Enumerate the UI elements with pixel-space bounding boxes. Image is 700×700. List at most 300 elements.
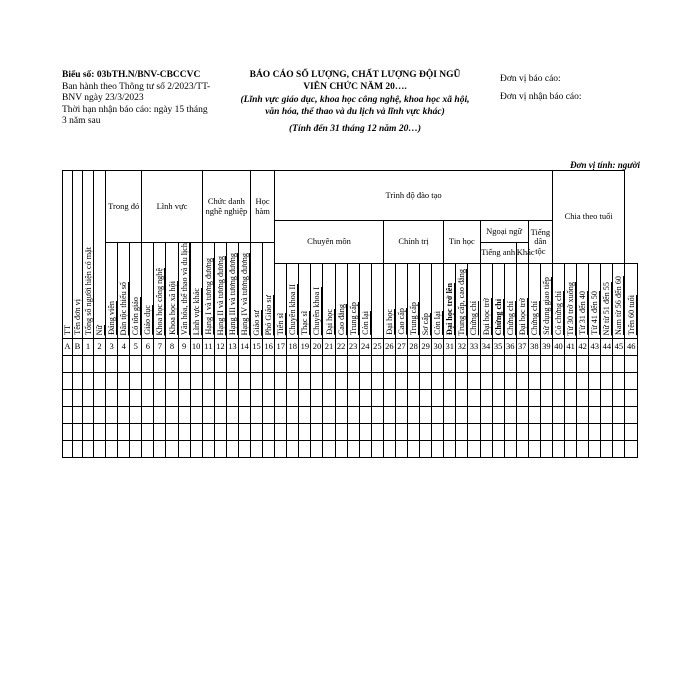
col-tien-si: Tiến sĩ [275, 264, 287, 338]
table-cell [589, 440, 601, 457]
table-cell [166, 355, 178, 372]
table-cell [492, 440, 504, 457]
table-cell [456, 423, 468, 440]
issued-by: Ban hành theo Thông tư số 2/2023/TT-BNV ngày 23/3/2023 [62, 81, 211, 103]
table-cell [94, 406, 106, 423]
group-tieng-anh: Tiếng anh [480, 243, 516, 264]
table-cell [214, 389, 226, 406]
col-ct-con-lai: Còn lại [432, 264, 444, 338]
table-cell [299, 440, 311, 457]
col-ct-cao-cap: Cao cấp [395, 264, 407, 338]
table-cell [468, 406, 480, 423]
table-cell [395, 440, 407, 457]
table-cell [263, 423, 275, 440]
group-linh-vuc: Lĩnh vực [142, 171, 202, 243]
table-cell [480, 423, 492, 440]
column-number-cell: 32 [456, 338, 468, 355]
table-cell [238, 406, 250, 423]
column-number-cell: 34 [480, 338, 492, 355]
table-cell [142, 389, 154, 406]
col-th-dh: Đại học trở lên [444, 264, 456, 338]
table-cell [625, 406, 638, 423]
column-number-cell: 17 [275, 338, 287, 355]
column-number-cell: 6 [142, 338, 154, 355]
table-cell [118, 423, 130, 440]
table-cell [468, 389, 480, 406]
table-cell [73, 355, 83, 372]
col-cao-dang: Cao đẳng [335, 264, 347, 338]
column-number-cell: 14 [238, 338, 250, 355]
table-cell [359, 423, 371, 440]
table-cell [142, 440, 154, 457]
table-cell [383, 389, 395, 406]
column-number-cell: 19 [299, 338, 311, 355]
table-cell [359, 355, 371, 372]
column-number-cell: 42 [577, 338, 589, 355]
table-cell [214, 406, 226, 423]
col-ck2: Chuyên khoa II [287, 264, 299, 338]
table-cell [480, 440, 492, 457]
reporting-unit: Đơn vị báo cáo: [500, 74, 561, 84]
column-number-cell: 21 [323, 338, 335, 355]
table-cell [359, 406, 371, 423]
column-number-cell: 7 [154, 338, 166, 355]
table-cell [202, 423, 214, 440]
table-cell [287, 372, 299, 389]
col-pho-giao-su: Phó Giáo sư [263, 243, 275, 339]
table-cell [323, 423, 335, 440]
table-cell [528, 372, 540, 389]
table-cell [504, 389, 516, 406]
column-number-cell: 40 [552, 338, 564, 355]
table-cell [371, 389, 383, 406]
table-cell [323, 372, 335, 389]
table-cell [299, 423, 311, 440]
table-cell [516, 355, 528, 372]
table-cell [118, 372, 130, 389]
table-cell [94, 355, 106, 372]
col-lv-khac: Lĩnh vực khác [190, 243, 202, 339]
table-cell [83, 406, 94, 423]
header-left [62, 70, 212, 128]
col-th-tc: Trung cấp, cao đẳng [456, 264, 468, 338]
table-cell [565, 440, 577, 457]
table-cell [565, 389, 577, 406]
column-number-cell: 30 [432, 338, 444, 355]
table-cell [528, 423, 540, 440]
table-cell [516, 423, 528, 440]
table-cell [347, 406, 359, 423]
table-cell [142, 406, 154, 423]
table-cell [63, 372, 73, 389]
col-ct-dai-hoc: Đại học [383, 264, 395, 338]
table-cell [166, 406, 178, 423]
table-cell [432, 423, 444, 440]
table-cell [83, 355, 94, 372]
table-cell [359, 372, 371, 389]
header-center [238, 70, 472, 136]
table-cell [63, 423, 73, 440]
col-dan-toc: Dân tộc thiểu số [118, 243, 130, 339]
col-dai-hoc: Đại học [323, 264, 335, 338]
table-cell [456, 355, 468, 372]
column-number-cell: 35 [492, 338, 504, 355]
table-cell [154, 440, 166, 457]
table-cell [94, 389, 106, 406]
column-number-cell: 8 [166, 338, 178, 355]
table-cell [540, 389, 552, 406]
table-cell [166, 440, 178, 457]
table-cell [577, 355, 589, 372]
table-cell [408, 355, 420, 372]
table-cell [589, 406, 601, 423]
statistics-table [62, 170, 638, 458]
table-cell [238, 372, 250, 389]
table-cell [214, 372, 226, 389]
table-cell [601, 423, 613, 440]
table-cell [226, 372, 238, 389]
group-chuc-danh: Chức danh nghề nghiệp [202, 171, 250, 243]
table-cell [528, 440, 540, 457]
table-cell [456, 372, 468, 389]
column-number-cell: 1 [83, 338, 94, 355]
table-cell [263, 440, 275, 457]
table-cell [540, 423, 552, 440]
table-cell [480, 355, 492, 372]
table-cell [190, 355, 202, 372]
table-cell [166, 423, 178, 440]
table-cell [492, 423, 504, 440]
column-number-cell: 25 [371, 338, 383, 355]
column-number-cell: 22 [335, 338, 347, 355]
col-ct-trung-cap: Trung cấp [408, 264, 420, 338]
table-cell [238, 355, 250, 372]
table-cell [625, 389, 638, 406]
table-cell [516, 372, 528, 389]
table-cell [601, 406, 613, 423]
form-code: Biểu số: 03bTH.N/BNV-CBCCVC [62, 70, 201, 80]
column-number-cell: 13 [226, 338, 238, 355]
table-cell [63, 440, 73, 457]
table-cell [130, 440, 142, 457]
table-cell [299, 372, 311, 389]
table-cell [408, 372, 420, 389]
table-cell [154, 406, 166, 423]
col-ct-so-cap: Sơ cấp [420, 264, 432, 338]
table-cell [589, 355, 601, 372]
table-cell [238, 440, 250, 457]
table-cell [275, 406, 287, 423]
table-cell [202, 440, 214, 457]
table-cell [347, 389, 359, 406]
table-cell [625, 440, 638, 457]
table-cell [130, 389, 142, 406]
table-cell [251, 389, 263, 406]
table-cell [625, 423, 638, 440]
table-cell [226, 389, 238, 406]
column-number-cell: 5 [130, 338, 142, 355]
table-cell [202, 389, 214, 406]
col-trung-cap: Trung cấp [347, 264, 359, 338]
table-cell [275, 355, 287, 372]
table-cell [94, 440, 106, 457]
table-cell [106, 423, 118, 440]
table-cell [287, 406, 299, 423]
table-cell [359, 389, 371, 406]
col-vhttdl: Văn hóa, thể thao và du lịch [178, 243, 190, 339]
table-cell [552, 355, 564, 372]
table-cell [565, 423, 577, 440]
column-number-cell: 11 [202, 338, 214, 355]
table-cell [63, 355, 73, 372]
table-cell [565, 355, 577, 372]
table-cell [263, 372, 275, 389]
table-cell [275, 389, 287, 406]
table-cell [106, 389, 118, 406]
table-cell [335, 440, 347, 457]
table-cell [480, 372, 492, 389]
unit-note: Đơn vị tính: người [570, 160, 640, 170]
table-cell [468, 355, 480, 372]
table-cell [444, 440, 456, 457]
table-cell [94, 423, 106, 440]
table-cell [420, 389, 432, 406]
table-cell [202, 355, 214, 372]
table-cell [613, 440, 625, 457]
table-cell [323, 440, 335, 457]
table-cell [480, 389, 492, 406]
table-cell [190, 406, 202, 423]
table-cell [299, 406, 311, 423]
col-ta-cc: Chứng chỉ [492, 264, 504, 338]
table-cell [601, 389, 613, 406]
table-cell [130, 406, 142, 423]
column-number-cell: B [73, 338, 83, 355]
col-hang3: Hạng III và tương đương [226, 243, 238, 339]
table-cell [178, 423, 190, 440]
column-number-cell: 36 [504, 338, 516, 355]
group-trinh-do: Trình độ đào tạo [275, 171, 553, 221]
table-cell [552, 440, 564, 457]
column-number-cell: 45 [613, 338, 625, 355]
table-cell [613, 389, 625, 406]
table-cell [311, 372, 323, 389]
table-cell [420, 406, 432, 423]
table-cell [83, 389, 94, 406]
table-cell [178, 389, 190, 406]
table-cell [142, 423, 154, 440]
table-cell [492, 389, 504, 406]
col-nu: Nữ [94, 171, 106, 339]
column-number-cell: 28 [408, 338, 420, 355]
column-number-cell: 29 [420, 338, 432, 355]
table-cell [565, 372, 577, 389]
column-number-cell: 15 [251, 338, 263, 355]
column-number-cell: A [63, 338, 73, 355]
table-cell [190, 423, 202, 440]
table-cell [214, 423, 226, 440]
table-cell [444, 423, 456, 440]
table-cell [395, 389, 407, 406]
table-cell [190, 440, 202, 457]
table-cell [251, 406, 263, 423]
column-number-cell: 31 [444, 338, 456, 355]
table-cell [371, 372, 383, 389]
table-cell [395, 355, 407, 372]
col-age5: Nam từ 56 đến 60 [613, 264, 625, 338]
table-cell [73, 440, 83, 457]
table-cell [166, 372, 178, 389]
table-row [63, 389, 638, 406]
column-number-cell: 43 [589, 338, 601, 355]
col-th-cc: Chứng chỉ [468, 264, 480, 338]
group-tieng-dan-toc: Tiếng dân tộc [528, 221, 552, 264]
table-row [63, 372, 638, 389]
col-ta-dh: Đại học trở [480, 264, 492, 338]
table-cell [178, 440, 190, 457]
table-cell [251, 440, 263, 457]
table-cell [552, 423, 564, 440]
column-number-cell: 23 [347, 338, 359, 355]
table-cell [238, 389, 250, 406]
col-ck1: Chuyên khoa I [311, 264, 323, 338]
table-cell [504, 355, 516, 372]
table-cell [287, 355, 299, 372]
table-cell [383, 355, 395, 372]
col-tong-so: Tổng số người hiện có mặt [83, 171, 94, 339]
group-chinh-tri: Chính trị [383, 221, 443, 264]
column-number-cell: 10 [190, 338, 202, 355]
table-cell [130, 372, 142, 389]
col-age2: Từ 31 đến 40 [577, 264, 589, 338]
table-cell [83, 423, 94, 440]
table-cell [251, 372, 263, 389]
column-number-cell: 24 [359, 338, 371, 355]
group-trong-do: Trong đó [106, 171, 142, 243]
table-cell [178, 372, 190, 389]
col-hang2: Hạng II và tương đương [214, 243, 226, 339]
table-cell [420, 372, 432, 389]
column-number-cell: 38 [528, 338, 540, 355]
col-thac-si: Thạc sĩ [299, 264, 311, 338]
table-cell [154, 355, 166, 372]
table-cell [73, 423, 83, 440]
table-cell [504, 440, 516, 457]
table-cell [528, 355, 540, 372]
table-cell [214, 355, 226, 372]
table-cell [311, 355, 323, 372]
table-cell [516, 406, 528, 423]
table-cell [154, 389, 166, 406]
column-number-cell: 9 [178, 338, 190, 355]
column-number-cell: 39 [540, 338, 552, 355]
report-title: BÁO CÁO SỐ LƯỢNG, CHẤT LƯỢNG ĐỘI NGŨ VIÊN CHỨC NĂM 20…. [249, 70, 461, 92]
table-cell [408, 406, 420, 423]
table-cell [323, 355, 335, 372]
col-age1: Từ 30 trở xuống [565, 264, 577, 338]
table-cell [214, 440, 226, 457]
table-cell [516, 389, 528, 406]
table-cell [311, 389, 323, 406]
table-cell [480, 406, 492, 423]
table-cell [540, 406, 552, 423]
table-cell [432, 355, 444, 372]
table-cell [383, 440, 395, 457]
table-cell [238, 423, 250, 440]
table-cell [226, 406, 238, 423]
table-cell [263, 389, 275, 406]
table-cell [359, 440, 371, 457]
column-number-cell: 41 [565, 338, 577, 355]
col-nn-cc: Chứng chỉ [528, 264, 540, 338]
table-cell [275, 440, 287, 457]
column-number-cell: 18 [287, 338, 299, 355]
table-cell [63, 389, 73, 406]
table-cell [408, 440, 420, 457]
table-cell [552, 372, 564, 389]
table-cell [540, 355, 552, 372]
table-cell [226, 440, 238, 457]
table-cell [335, 372, 347, 389]
table-row [63, 423, 638, 440]
col-hang1: Hạng I và tương đương [202, 243, 214, 339]
col-khxh: Khoa học xã hội [166, 243, 178, 339]
table-cell [202, 372, 214, 389]
table-cell [311, 406, 323, 423]
table-cell [395, 423, 407, 440]
table-cell [83, 372, 94, 389]
table-cell [94, 372, 106, 389]
table-cell [516, 440, 528, 457]
table-cell [577, 440, 589, 457]
table-cell [287, 389, 299, 406]
col-hang4: Hạng IV và tương đương [238, 243, 250, 339]
column-number-cell: 20 [311, 338, 323, 355]
col-tt: TT [63, 171, 73, 339]
table-cell [468, 440, 480, 457]
table-cell [118, 355, 130, 372]
table-cell [432, 440, 444, 457]
table-cell [335, 423, 347, 440]
table-cell [371, 423, 383, 440]
column-number-cell: 3 [106, 338, 118, 355]
table-cell [130, 423, 142, 440]
table-cell [383, 372, 395, 389]
table-cell [432, 372, 444, 389]
col-dt-cc: Có chứng chỉ [552, 264, 564, 338]
column-number-cell: 4 [118, 338, 130, 355]
table-cell [287, 440, 299, 457]
table-cell [83, 440, 94, 457]
table-cell [347, 423, 359, 440]
table-cell [420, 440, 432, 457]
table-cell [444, 355, 456, 372]
table-cell [601, 372, 613, 389]
table-cell [408, 423, 420, 440]
table-cell [408, 389, 420, 406]
table-cell [565, 406, 577, 423]
group-chia-theo-tuoi: Chia theo tuổi [552, 171, 624, 264]
table-cell [299, 389, 311, 406]
table-cell [504, 372, 516, 389]
table-cell [130, 355, 142, 372]
column-number-cell: 27 [395, 338, 407, 355]
table-cell [166, 389, 178, 406]
table-cell [347, 440, 359, 457]
table-cell [589, 423, 601, 440]
column-number-cell: 33 [468, 338, 480, 355]
table-cell [420, 423, 432, 440]
